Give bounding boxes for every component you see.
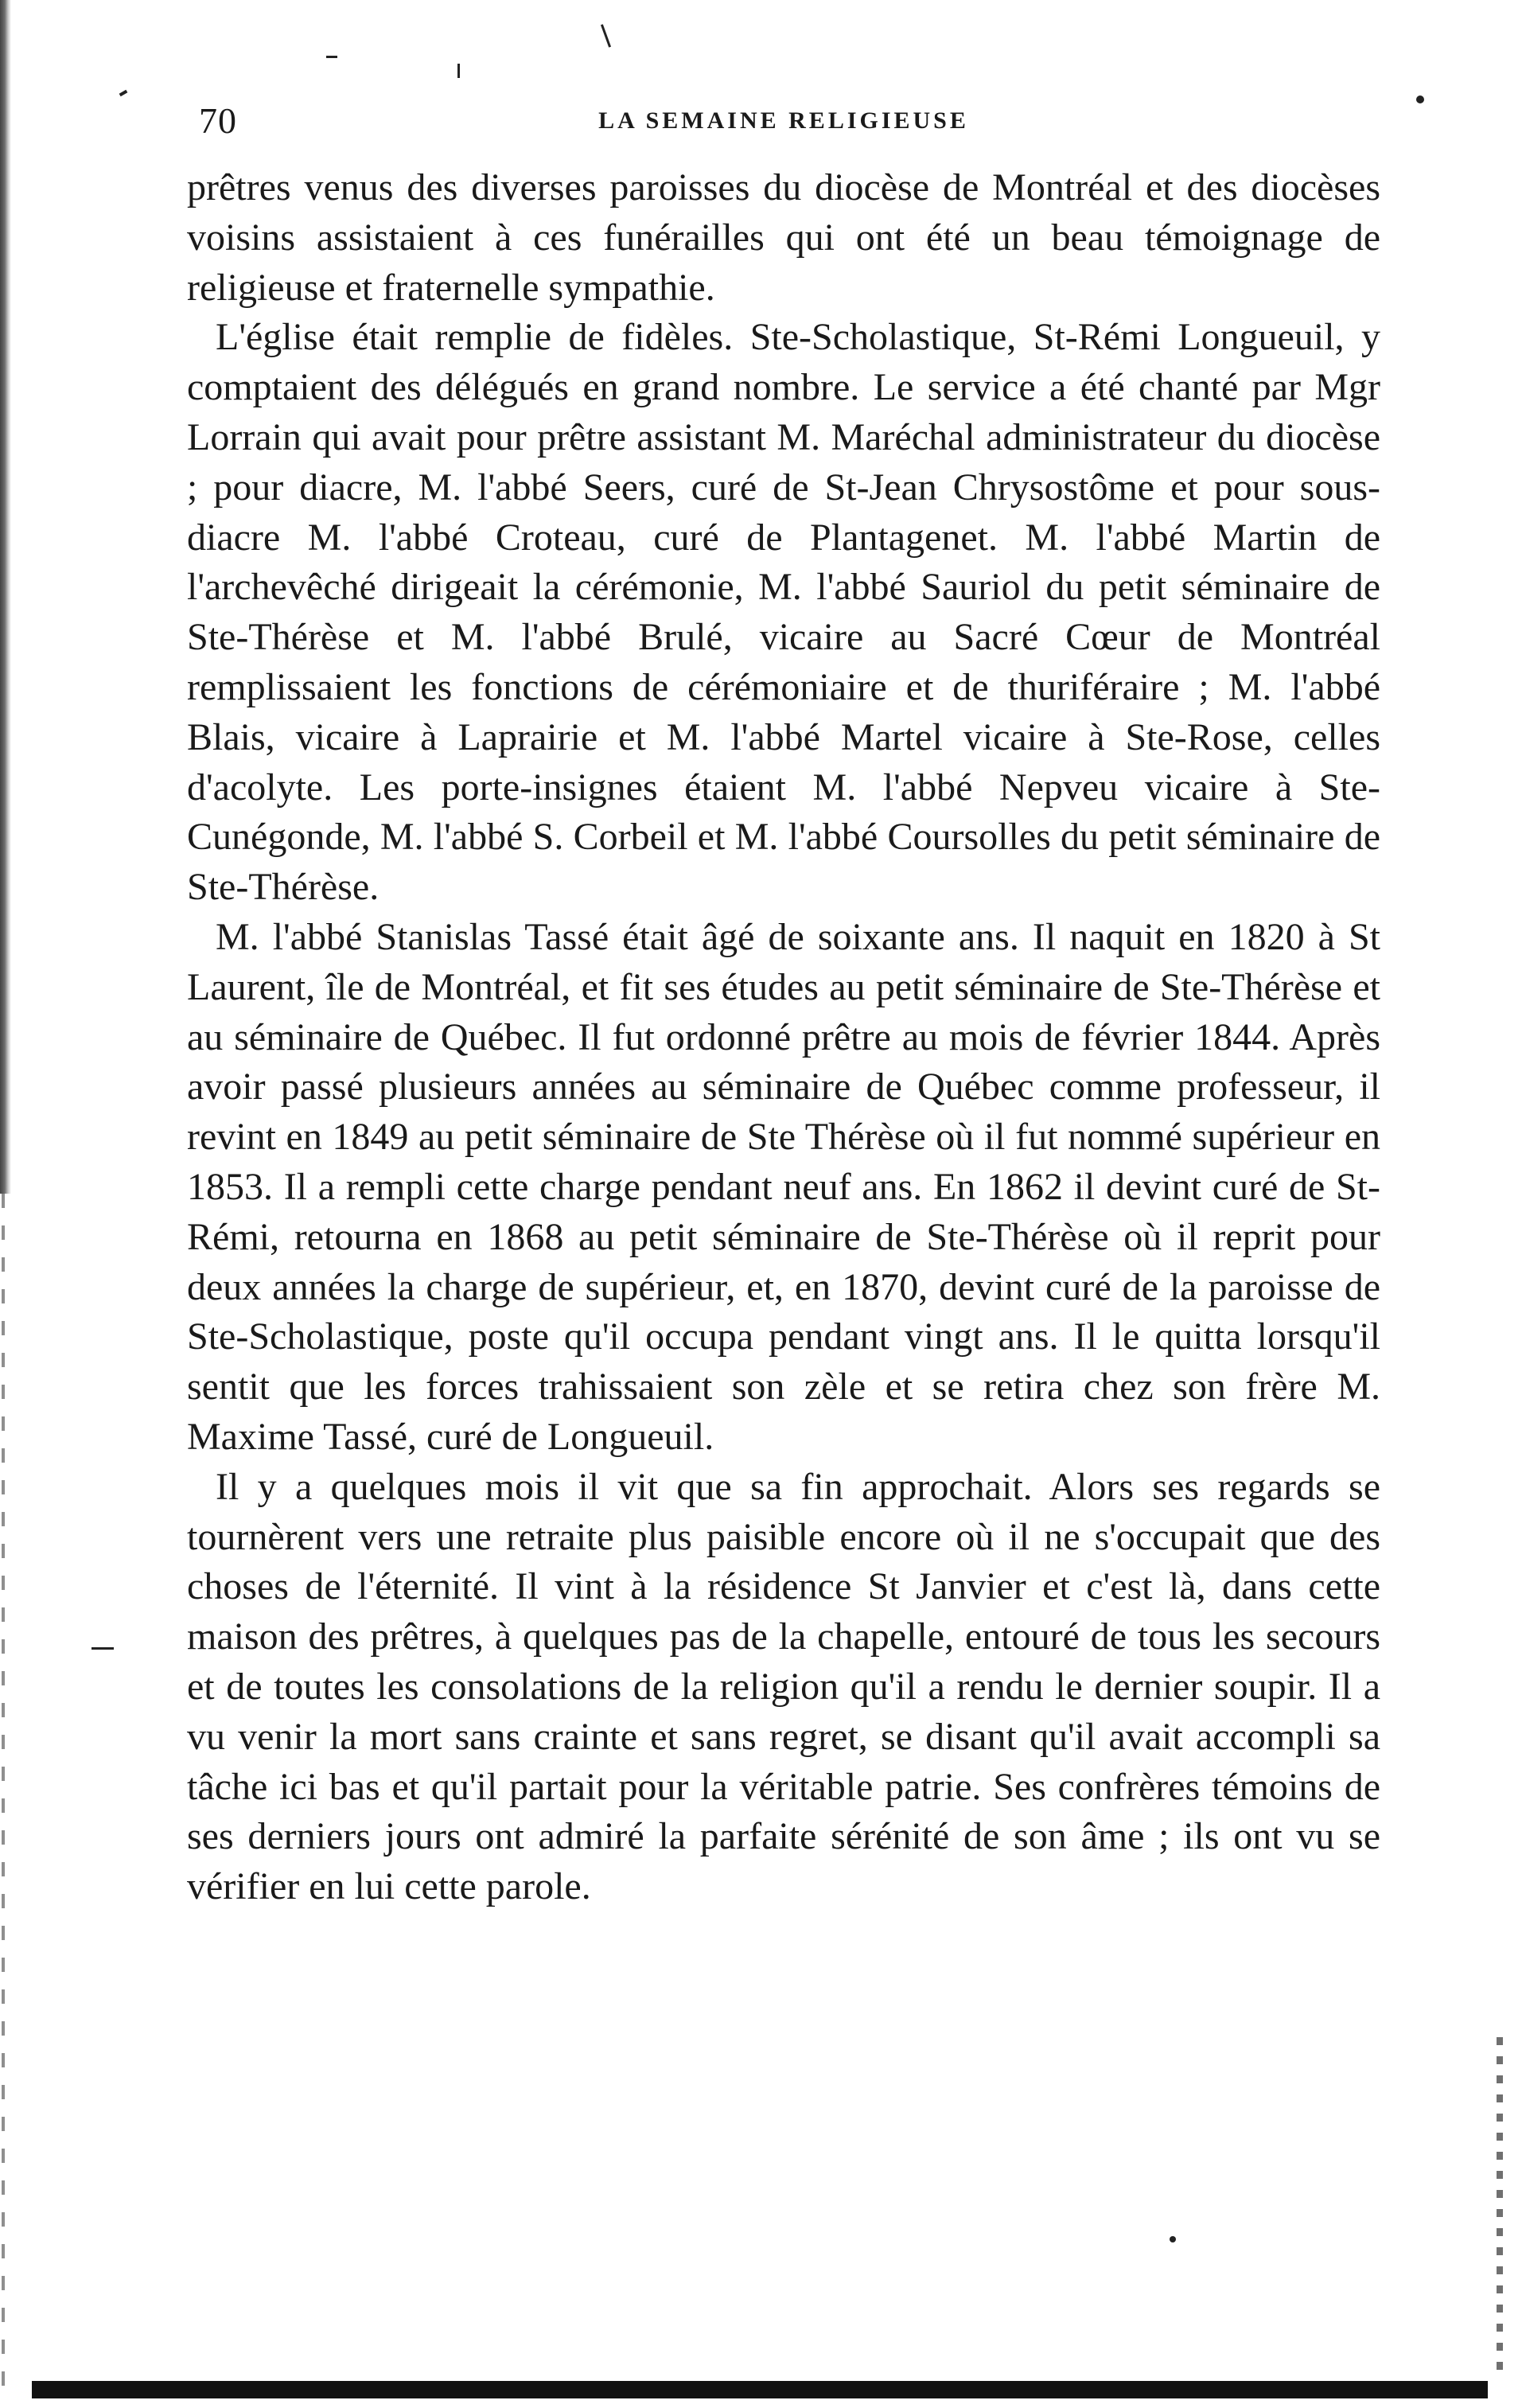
margin-speck <box>1416 95 1424 103</box>
margin-speck <box>326 56 337 58</box>
page-header <box>199 99 1368 147</box>
page-number: 70 <box>199 100 237 141</box>
margin-speck <box>1170 2236 1176 2242</box>
paragraph: L'église était remplie de fidèles. Ste-Scholastique, St-Rémi Longueuil, y comptaient des délégués en grand nombre. Le service a été chanté par Mgr Lorrain qui avait pour prêtre assistant M. Maréchal administrateur du diocèse ; pour diacre, M. l'abbé Seers, curé de St-Jean Chrysostôme et pour sous-diacre M. l'abbé Croteau, curé de Plantagenet. M. l'abbé Martin de l'archevêché dirigeait la cérémonie, M. l'abbé Sauriol du petit séminaire de Ste-Thérèse et M. l'abbé Brulé, vicaire au Sacré Cœur de Montréal remplissaient les fonctions de cérémoniaire et de thuriféraire ; M. l'abbé Blais, vicaire à Laprairie et M. l'abbé Martel vicaire à Ste-Rose, celles d'acolyte. Les porte-insignes étaient M. l'abbé Nepveu vicaire à Ste-Cunégonde, M. l'abbé S. Corbeil et M. l'abbé Coursolles du petit séminaire de Ste-Thérèse. <box>187 316 1380 909</box>
margin-speck <box>91 1647 114 1650</box>
body-text <box>187 163 1380 1912</box>
scan-binding-edge-dashes <box>2 1194 5 2387</box>
margin-speck <box>457 64 460 78</box>
scan-right-edge-marks <box>1497 2037 1503 2371</box>
paragraph: Il y a quelques mois il vit que sa fin approchait. Alors ses regards se tournèrent vers une retraite plus paisible encore où il ne s'occupait que des choses de l'éternité. Il vint à la résidence St Janvier et c'est là, dans cette maison des prêtres, à quelques pas de la chapelle, entouré de tous les secours et de toutes les consolations de la religion qu'il a rendu le dernier soupir. Il a vu venir la mort sans crainte et sans regret, se disant qu'il avait accompli sa tâche ici bas et qu'il partait pour la véritable patrie. Ses confrères témoins de ses derniers jours ont admiré la parfaite sérénité de son âme ; ils ont vu se vérifier en lui cette parole. <box>187 1465 1380 1908</box>
paragraph: prêtres venus des diverses paroisses du diocèse de Montréal et des diocèses voisins assistaient à ces funérailles qui ont été un beau témoignage de religieuse et fraternelle sympathie. <box>187 166 1380 309</box>
scan-bottom-rule <box>32 2381 1488 2398</box>
running-head: LA SEMAINE RELIGIEUSE <box>598 107 969 134</box>
paragraph: M. l'abbé Stanislas Tassé était âgé de soixante ans. Il naquit en 1820 à St Laurent, île de Montréal, et fit ses études au petit séminaire de Ste-Thérèse et au séminaire de Québec. Il fut ordonné prêtre au mois de février 1844. Après avoir passé plusieurs années au séminaire de Québec comme professeur, il revint en 1849 au petit séminaire de Ste Thérèse où il fut nommé supérieur en 1853. Il a rempli cette charge pendant neuf ans. En 1862 il devint curé de St-Rémi, retourna en 1868 au petit séminaire de Ste-Thérèse où il reprit pour deux années la charge de supérieur, et, en 1870, devint curé de la paroisse de Ste-Scholastique, poste qu'il occupa pendant vingt ans. Il le quitta lorsqu'il sentit que les forces trahissaient son zèle et se retira chez son frère M. Maxime Tassé, curé de Longueuil. <box>187 915 1380 1458</box>
margin-speck <box>119 90 128 96</box>
scan-binding-edge <box>0 0 11 1194</box>
margin-speck <box>601 24 611 47</box>
